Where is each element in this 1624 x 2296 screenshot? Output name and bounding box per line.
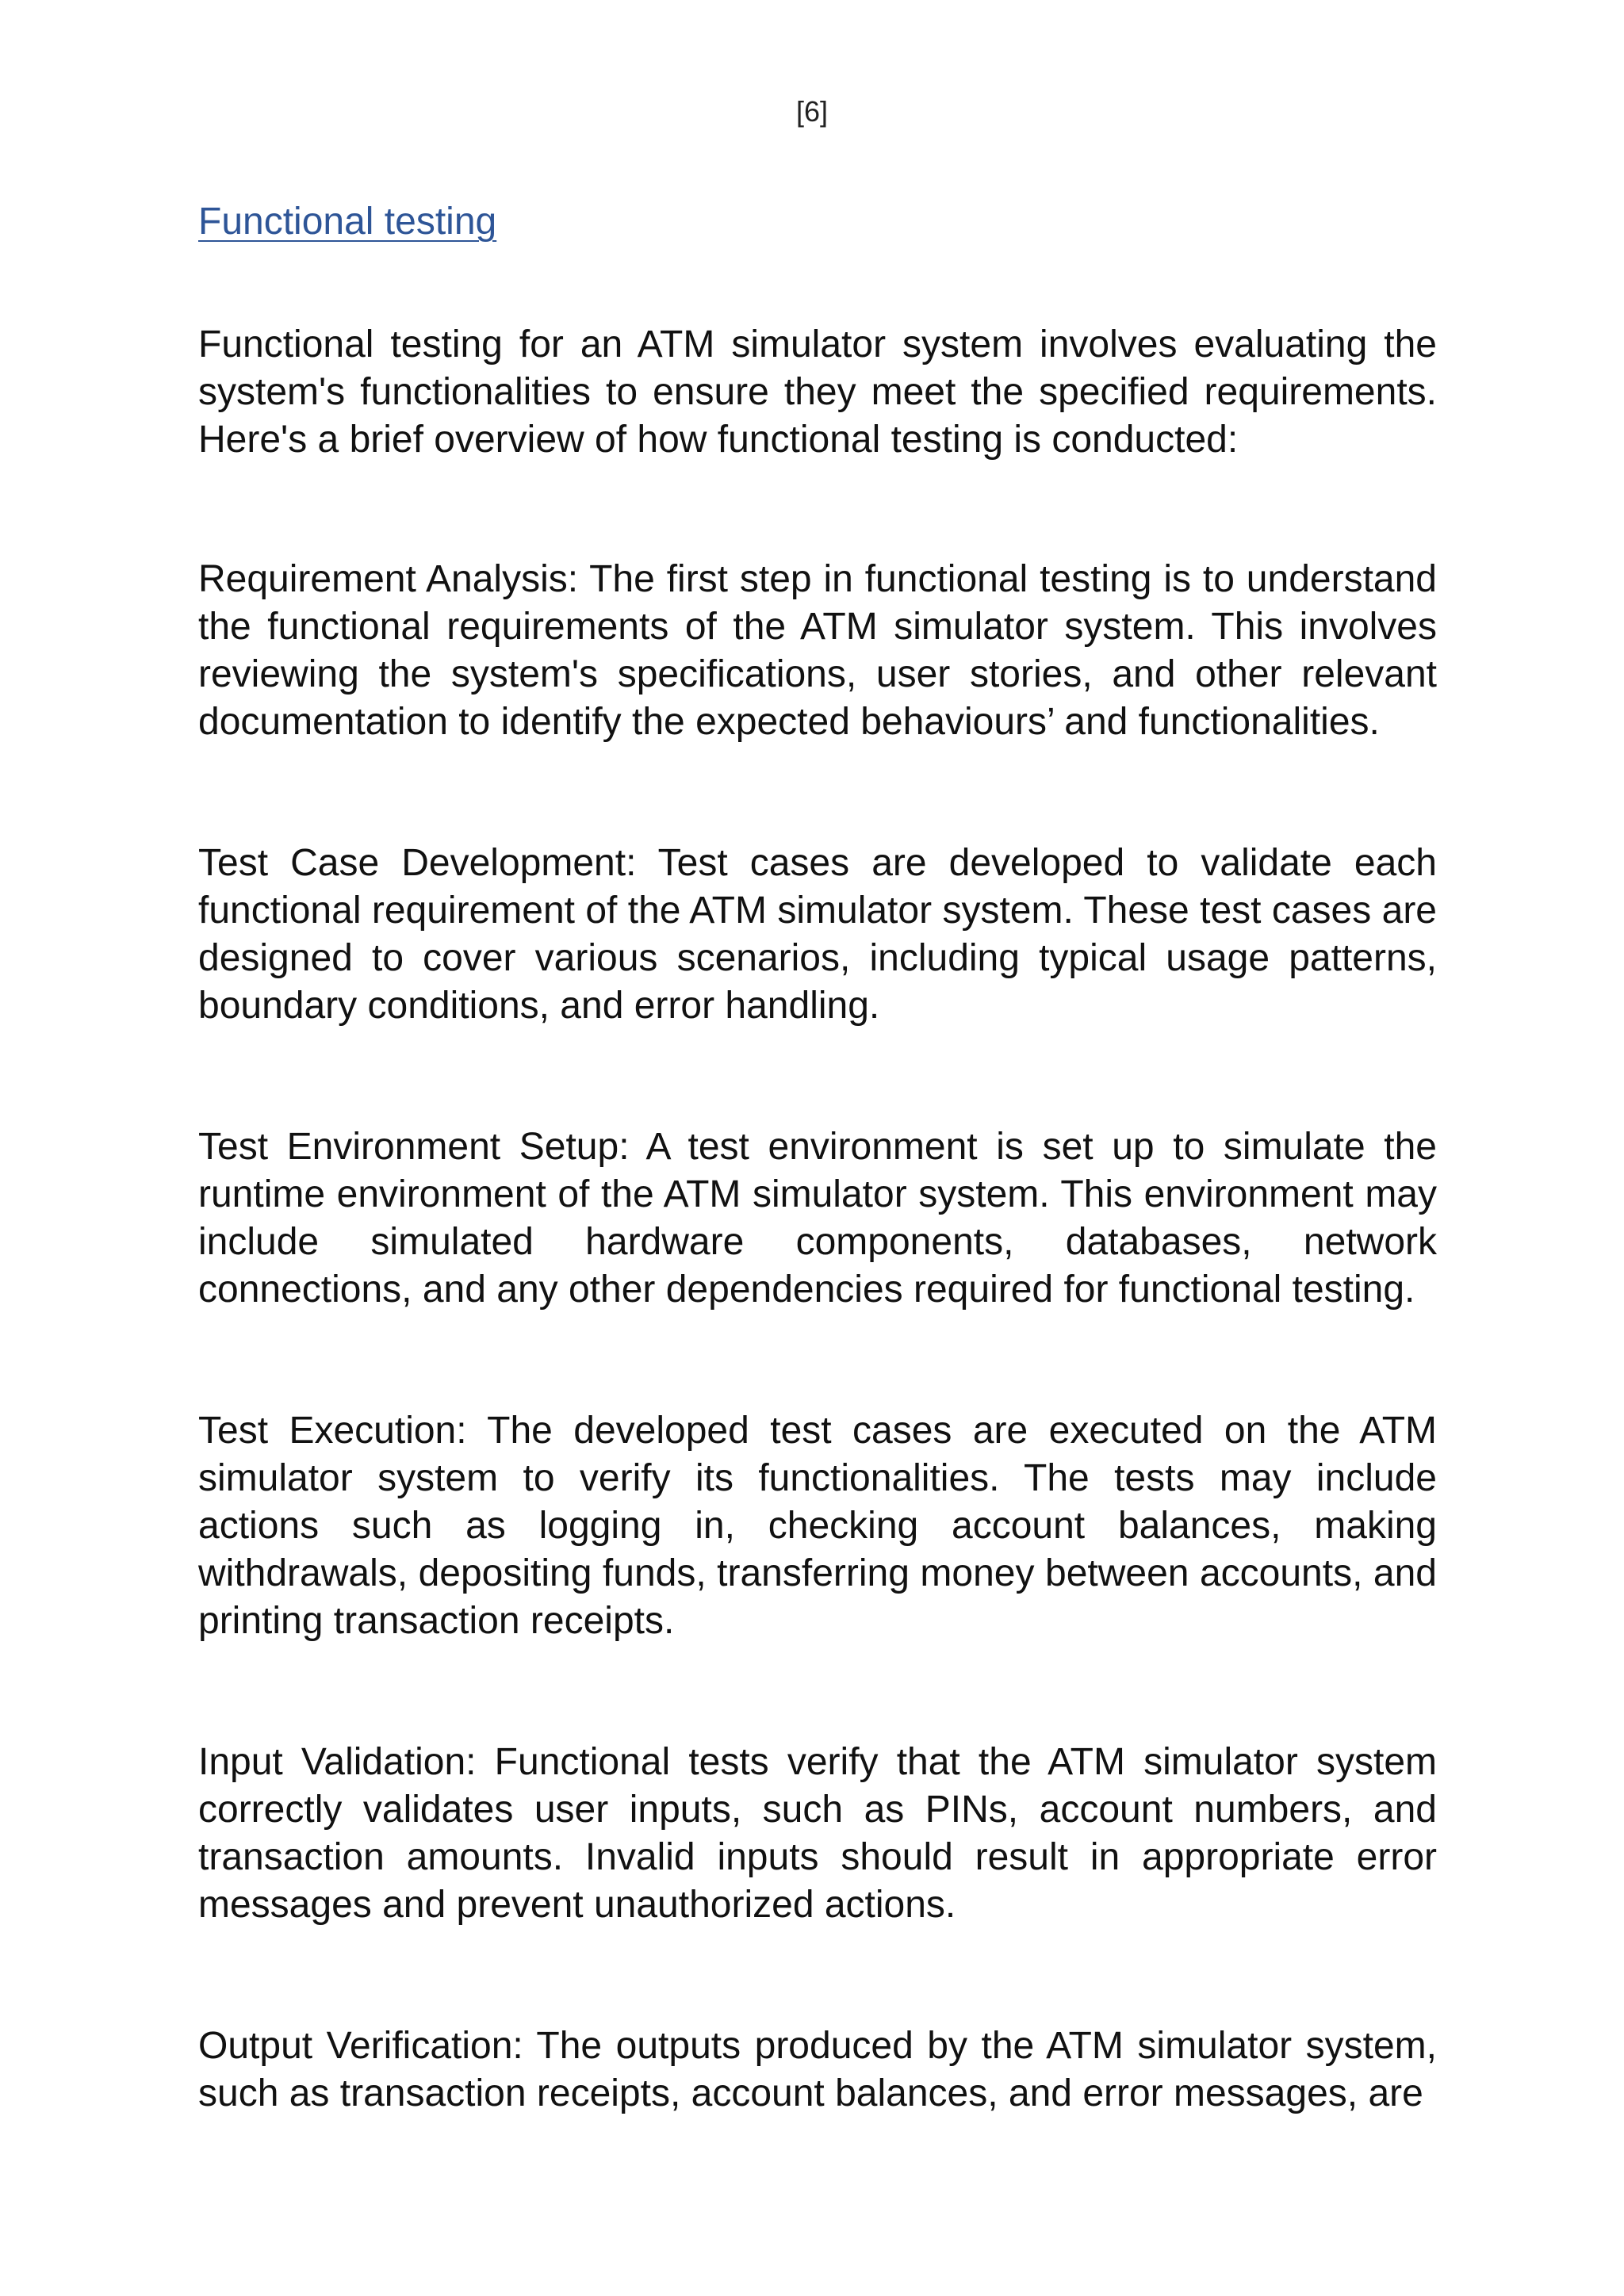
paragraph-test-case-development: Test Case Development: Test cases are developed to validate each functional requirement of the ATM simulator system. These test cases are designed to cover various scenarios, including typical usage patterns, boundary conditions, and error handling.: [198, 842, 1437, 1027]
paragraph-intro: Functional testing for an ATM simulator system involves evaluating the system's functionalities to ensure they meet the specified requirements. Here's a brief overview of how functional testing is conducted:: [198, 323, 1437, 461]
body-content: [198, 321, 1437, 2211]
paragraph-test-environment-setup: Test Environment Setup: A test environment is set up to simulate the runtime environment of the ATM simulator system. This environment may include simulated hardware components, databases, network connections, and any other dependencies required for functional testing.: [198, 1126, 1437, 1311]
paragraph-test-execution: Test Execution: The developed test cases are executed on the ATM simulator system to verify its functionalities. The tests may include actions such as logging in, checking account balances, making withdrawals, depositing funds, transferring money between accounts, and printing transaction receipts.: [198, 1410, 1437, 1642]
page-number: [6]: [795, 95, 829, 128]
section-heading: Functional testing: [198, 201, 497, 243]
paragraph-input-validation: Input Validation: Functional tests verify that the ATM simulator system correctly validates user inputs, such as PINs, account numbers, and transaction amounts. Invalid inputs should result in appropriate error messages and prevent unauthorized actions.: [198, 1741, 1437, 1926]
paragraph-requirement-analysis: Requirement Analysis: The first step in functional testing is to understand the functional requirements of the ATM simulator system. This involves reviewing the system's specifications, user stories, and other relevant documentation to identify the expected behaviours’ and functionalities.: [198, 558, 1437, 743]
paragraph-output-verification: Output Verification: The outputs produced by the ATM simulator system, such as transaction receipts, account balances, and error messages, are: [198, 2025, 1437, 2114]
